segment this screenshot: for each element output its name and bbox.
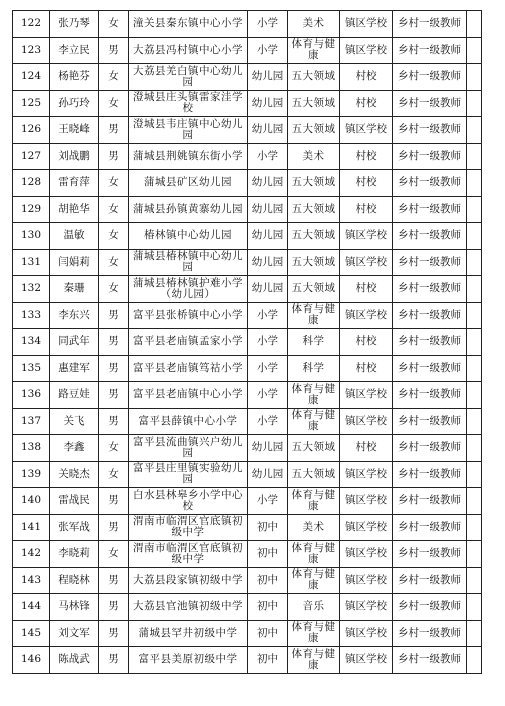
school-name-cell: 富平县美原初级中学 <box>129 647 248 674</box>
school-name-cell: 渭南市临渭区官底镇初级中学 <box>129 541 248 568</box>
row-number-cell: 131 <box>13 249 50 276</box>
gender-cell: 男 <box>99 302 129 329</box>
school-name-cell: 白水县林皋乡小学中心校 <box>129 488 248 515</box>
school-area-cell: 村校 <box>340 143 393 170</box>
school-name-cell: 潼关县秦东镇中心小学 <box>129 11 248 38</box>
professional-title-cell: 乡村一级教师 <box>393 170 467 197</box>
table-row <box>13 37 482 64</box>
school-name-cell: 富平县流曲镇兴户幼儿园 <box>129 435 248 462</box>
subject-cell: 科学 <box>288 355 340 382</box>
blank-cell <box>467 143 482 170</box>
school-level-cell: 小学 <box>248 488 288 515</box>
teacher-name-cell: 马林锋 <box>50 594 99 621</box>
subject-cell: 五大领域 <box>288 435 340 462</box>
school-level-cell: 幼儿园 <box>248 117 288 144</box>
gender-cell: 女 <box>99 435 129 462</box>
school-level-cell: 小学 <box>248 355 288 382</box>
professional-title-cell: 乡村一级教师 <box>393 567 467 594</box>
subject-cell: 音乐 <box>288 594 340 621</box>
school-area-cell: 镇区学校 <box>340 514 393 541</box>
table-row <box>13 223 482 250</box>
school-area-cell: 镇区学校 <box>340 249 393 276</box>
subject-cell: 体育与健康 <box>288 647 340 674</box>
blank-cell <box>467 541 482 568</box>
subject-cell: 体育与健康 <box>288 567 340 594</box>
school-area-cell: 村校 <box>340 64 393 91</box>
row-number-cell: 127 <box>13 143 50 170</box>
row-number-cell: 136 <box>13 382 50 409</box>
professional-title-cell: 乡村一级教师 <box>393 143 467 170</box>
gender-cell: 男 <box>99 329 129 356</box>
school-name-cell: 富平县庄里镇实验幼儿园 <box>129 461 248 488</box>
blank-cell <box>467 90 482 117</box>
table-row <box>13 329 482 356</box>
teacher-name-cell: 刘文军 <box>50 620 99 647</box>
teacher-name-cell: 胡艳华 <box>50 196 99 223</box>
gender-cell: 女 <box>99 541 129 568</box>
school-level-cell: 小学 <box>248 408 288 435</box>
subject-cell: 体育与健康 <box>288 488 340 515</box>
gender-cell: 女 <box>99 223 129 250</box>
row-number-cell: 144 <box>13 594 50 621</box>
blank-cell <box>467 329 482 356</box>
blank-cell <box>467 620 482 647</box>
table-row <box>13 196 482 223</box>
row-number-cell: 140 <box>13 488 50 515</box>
school-area-cell: 村校 <box>340 170 393 197</box>
school-area-cell: 镇区学校 <box>340 567 393 594</box>
table-row <box>13 435 482 462</box>
school-name-cell: 富平县老庙镇中心小学 <box>129 382 248 409</box>
table-row <box>13 594 482 621</box>
school-level-cell: 小学 <box>248 302 288 329</box>
professional-title-cell: 乡村一级教师 <box>393 90 467 117</box>
school-name-cell: 蒲城县椿林镇护难小学（幼儿园） <box>129 276 248 303</box>
school-level-cell: 初中 <box>248 594 288 621</box>
school-area-cell: 镇区学校 <box>340 11 393 38</box>
school-level-cell: 初中 <box>248 514 288 541</box>
gender-cell: 女 <box>99 170 129 197</box>
row-number-cell: 126 <box>13 117 50 144</box>
row-number-cell: 137 <box>13 408 50 435</box>
subject-cell: 五大领域 <box>288 223 340 250</box>
gender-cell: 男 <box>99 514 129 541</box>
gender-cell: 男 <box>99 382 129 409</box>
row-number-cell: 135 <box>13 355 50 382</box>
school-name-cell: 大荔县羌白镇中心幼儿园 <box>129 64 248 91</box>
table-row <box>13 90 482 117</box>
school-area-cell: 村校 <box>340 355 393 382</box>
school-level-cell: 初中 <box>248 567 288 594</box>
professional-title-cell: 乡村一级教师 <box>393 355 467 382</box>
row-number-cell: 146 <box>13 647 50 674</box>
blank-cell <box>467 514 482 541</box>
school-level-cell: 初中 <box>248 620 288 647</box>
teacher-list-table <box>12 10 482 674</box>
blank-cell <box>467 408 482 435</box>
blank-cell <box>467 461 482 488</box>
teacher-name-cell: 雷战民 <box>50 488 99 515</box>
school-level-cell: 小学 <box>248 143 288 170</box>
school-area-cell: 镇区学校 <box>340 223 393 250</box>
table-row <box>13 11 482 38</box>
row-number-cell: 141 <box>13 514 50 541</box>
table-row <box>13 647 482 674</box>
blank-cell <box>467 647 482 674</box>
row-number-cell: 145 <box>13 620 50 647</box>
table-row <box>13 620 482 647</box>
school-level-cell: 小学 <box>248 37 288 64</box>
row-number-cell: 130 <box>13 223 50 250</box>
teacher-name-cell: 李东兴 <box>50 302 99 329</box>
school-name-cell: 富平县老庙镇孟家小学 <box>129 329 248 356</box>
school-area-cell: 村校 <box>340 329 393 356</box>
school-name-cell: 渭南市临渭区官底镇初级中学 <box>129 514 248 541</box>
subject-cell: 体育与健康 <box>288 382 340 409</box>
professional-title-cell: 乡村一级教师 <box>393 64 467 91</box>
table-row <box>13 249 482 276</box>
row-number-cell: 143 <box>13 567 50 594</box>
blank-cell <box>467 594 482 621</box>
gender-cell: 男 <box>99 567 129 594</box>
school-name-cell: 蒲城县孙镇黄寨幼儿园 <box>129 196 248 223</box>
blank-cell <box>467 435 482 462</box>
teacher-name-cell: 张军战 <box>50 514 99 541</box>
gender-cell: 男 <box>99 355 129 382</box>
gender-cell: 男 <box>99 117 129 144</box>
gender-cell: 男 <box>99 143 129 170</box>
subject-cell: 体育与健康 <box>288 620 340 647</box>
blank-cell <box>467 488 482 515</box>
teacher-name-cell: 关晓杰 <box>50 461 99 488</box>
blank-cell <box>467 302 482 329</box>
school-area-cell: 镇区学校 <box>340 488 393 515</box>
school-level-cell: 幼儿园 <box>248 249 288 276</box>
school-name-cell: 蒲城县罕井初级中学 <box>129 620 248 647</box>
gender-cell: 女 <box>99 11 129 38</box>
row-number-cell: 139 <box>13 461 50 488</box>
school-level-cell: 幼儿园 <box>248 223 288 250</box>
school-area-cell: 镇区学校 <box>340 37 393 64</box>
professional-title-cell: 乡村一级教师 <box>393 541 467 568</box>
school-name-cell: 富平县张桥镇中心小学 <box>129 302 248 329</box>
table-row <box>13 408 482 435</box>
blank-cell <box>467 11 482 38</box>
teacher-name-cell: 陈战武 <box>50 647 99 674</box>
table-row <box>13 64 482 91</box>
table-row <box>13 170 482 197</box>
school-name-cell: 富平县薛镇中心小学 <box>129 408 248 435</box>
school-area-cell: 镇区学校 <box>340 620 393 647</box>
subject-cell: 体育与健康 <box>288 408 340 435</box>
school-level-cell: 幼儿园 <box>248 435 288 462</box>
subject-cell: 五大领域 <box>288 461 340 488</box>
row-number-cell: 122 <box>13 11 50 38</box>
professional-title-cell: 乡村一级教师 <box>393 276 467 303</box>
professional-title-cell: 乡村一级教师 <box>393 647 467 674</box>
table-row <box>13 143 482 170</box>
professional-title-cell: 乡村一级教师 <box>393 329 467 356</box>
gender-cell: 女 <box>99 90 129 117</box>
school-area-cell: 镇区学校 <box>340 382 393 409</box>
school-area-cell: 镇区学校 <box>340 117 393 144</box>
table-row <box>13 461 482 488</box>
school-level-cell: 初中 <box>248 647 288 674</box>
row-number-cell: 123 <box>13 37 50 64</box>
subject-cell: 五大领域 <box>288 64 340 91</box>
school-level-cell: 初中 <box>248 541 288 568</box>
gender-cell: 男 <box>99 620 129 647</box>
subject-cell: 五大领域 <box>288 276 340 303</box>
professional-title-cell: 乡村一级教师 <box>393 11 467 38</box>
table-row <box>13 541 482 568</box>
teacher-name-cell: 孙巧玲 <box>50 90 99 117</box>
gender-cell: 男 <box>99 594 129 621</box>
gender-cell: 女 <box>99 461 129 488</box>
teacher-name-cell: 秦珊 <box>50 276 99 303</box>
school-level-cell: 幼儿园 <box>248 276 288 303</box>
gender-cell: 男 <box>99 488 129 515</box>
table-row <box>13 355 482 382</box>
subject-cell: 美术 <box>288 514 340 541</box>
subject-cell: 五大领域 <box>288 117 340 144</box>
school-level-cell: 幼儿园 <box>248 461 288 488</box>
school-level-cell: 小学 <box>248 329 288 356</box>
blank-cell <box>467 382 482 409</box>
blank-cell <box>467 249 482 276</box>
table-row <box>13 302 482 329</box>
table-row <box>13 488 482 515</box>
school-area-cell: 镇区学校 <box>340 408 393 435</box>
subject-cell: 体育与健康 <box>288 37 340 64</box>
gender-cell: 男 <box>99 408 129 435</box>
table-body <box>13 11 482 674</box>
blank-cell <box>467 170 482 197</box>
school-area-cell: 镇区学校 <box>340 461 393 488</box>
school-level-cell: 小学 <box>248 382 288 409</box>
professional-title-cell: 乡村一级教师 <box>393 249 467 276</box>
row-number-cell: 142 <box>13 541 50 568</box>
subject-cell: 五大领域 <box>288 249 340 276</box>
school-name-cell: 澄城县韦庄镇中心幼儿园 <box>129 117 248 144</box>
teacher-name-cell: 关飞 <box>50 408 99 435</box>
row-number-cell: 129 <box>13 196 50 223</box>
gender-cell: 女 <box>99 249 129 276</box>
professional-title-cell: 乡村一级教师 <box>393 37 467 64</box>
professional-title-cell: 乡村一级教师 <box>393 408 467 435</box>
row-number-cell: 138 <box>13 435 50 462</box>
teacher-name-cell: 路豆娃 <box>50 382 99 409</box>
teacher-name-cell: 程晓林 <box>50 567 99 594</box>
school-name-cell: 富平县老庙镇笃祜小学 <box>129 355 248 382</box>
school-area-cell: 镇区学校 <box>340 594 393 621</box>
school-name-cell: 蒲城县荆姚镇东街小学 <box>129 143 248 170</box>
school-area-cell: 镇区学校 <box>340 302 393 329</box>
school-area-cell: 镇区学校 <box>340 541 393 568</box>
blank-cell <box>467 117 482 144</box>
professional-title-cell: 乡村一级教师 <box>393 435 467 462</box>
teacher-name-cell: 温敏 <box>50 223 99 250</box>
blank-cell <box>467 196 482 223</box>
gender-cell: 男 <box>99 37 129 64</box>
table-row <box>13 276 482 303</box>
teacher-name-cell: 刘战鹏 <box>50 143 99 170</box>
school-level-cell: 幼儿园 <box>248 90 288 117</box>
subject-cell: 科学 <box>288 329 340 356</box>
professional-title-cell: 乡村一级教师 <box>393 594 467 621</box>
school-name-cell: 大荔县官池镇初级中学 <box>129 594 248 621</box>
teacher-name-cell: 李立民 <box>50 37 99 64</box>
teacher-name-cell: 雷育萍 <box>50 170 99 197</box>
school-area-cell: 村校 <box>340 90 393 117</box>
blank-cell <box>467 64 482 91</box>
school-area-cell: 镇区学校 <box>340 647 393 674</box>
table-row <box>13 514 482 541</box>
row-number-cell: 132 <box>13 276 50 303</box>
subject-cell: 美术 <box>288 11 340 38</box>
professional-title-cell: 乡村一级教师 <box>393 620 467 647</box>
school-area-cell: 村校 <box>340 276 393 303</box>
teacher-name-cell: 惠建军 <box>50 355 99 382</box>
row-number-cell: 124 <box>13 64 50 91</box>
school-name-cell: 大荔县段家镇初级中学 <box>129 567 248 594</box>
subject-cell: 美术 <box>288 143 340 170</box>
blank-cell <box>467 355 482 382</box>
school-level-cell: 幼儿园 <box>248 64 288 91</box>
gender-cell: 女 <box>99 276 129 303</box>
row-number-cell: 128 <box>13 170 50 197</box>
professional-title-cell: 乡村一级教师 <box>393 196 467 223</box>
blank-cell <box>467 567 482 594</box>
teacher-name-cell: 同武年 <box>50 329 99 356</box>
school-level-cell: 幼儿园 <box>248 196 288 223</box>
table-row <box>13 382 482 409</box>
professional-title-cell: 乡村一级教师 <box>393 223 467 250</box>
school-name-cell: 椿林镇中心幼儿园 <box>129 223 248 250</box>
teacher-name-cell: 张乃琴 <box>50 11 99 38</box>
school-area-cell: 村校 <box>340 435 393 462</box>
professional-title-cell: 乡村一级教师 <box>393 382 467 409</box>
row-number-cell: 134 <box>13 329 50 356</box>
gender-cell: 女 <box>99 196 129 223</box>
subject-cell: 五大领域 <box>288 196 340 223</box>
gender-cell: 女 <box>99 64 129 91</box>
school-area-cell: 村校 <box>340 196 393 223</box>
table-row <box>13 117 482 144</box>
school-name-cell: 大荔县冯村镇中心小学 <box>129 37 248 64</box>
professional-title-cell: 乡村一级教师 <box>393 488 467 515</box>
row-number-cell: 133 <box>13 302 50 329</box>
subject-cell: 体育与健康 <box>288 302 340 329</box>
school-level-cell: 小学 <box>248 11 288 38</box>
school-level-cell: 幼儿园 <box>248 170 288 197</box>
teacher-name-cell: 王晓峰 <box>50 117 99 144</box>
blank-cell <box>467 37 482 64</box>
school-name-cell: 蒲城县椿林镇中心幼儿园 <box>129 249 248 276</box>
teacher-name-cell: 杨艳芬 <box>50 64 99 91</box>
teacher-name-cell: 李鑫 <box>50 435 99 462</box>
professional-title-cell: 乡村一级教师 <box>393 461 467 488</box>
gender-cell: 男 <box>99 647 129 674</box>
professional-title-cell: 乡村一级教师 <box>393 117 467 144</box>
teacher-name-cell: 李晓莉 <box>50 541 99 568</box>
blank-cell <box>467 223 482 250</box>
school-name-cell: 蒲城县矿区幼儿园 <box>129 170 248 197</box>
subject-cell: 五大领域 <box>288 90 340 117</box>
professional-title-cell: 乡村一级教师 <box>393 514 467 541</box>
row-number-cell: 125 <box>13 90 50 117</box>
school-name-cell: 澄城县庄头镇雷家洼学校 <box>129 90 248 117</box>
subject-cell: 体育与健康 <box>288 541 340 568</box>
professional-title-cell: 乡村一级教师 <box>393 302 467 329</box>
subject-cell: 五大领域 <box>288 170 340 197</box>
teacher-name-cell: 闫娟莉 <box>50 249 99 276</box>
blank-cell <box>467 276 482 303</box>
table-row <box>13 567 482 594</box>
